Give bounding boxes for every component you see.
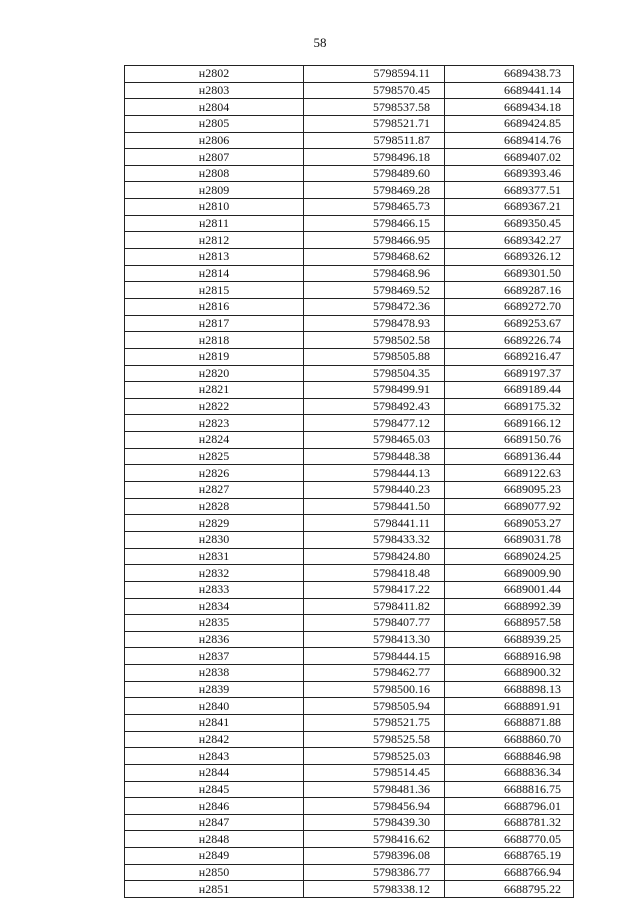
x-coordinate-cell: 5798441.50 [304, 498, 445, 515]
y-coordinate-cell: 6689122.63 [445, 465, 574, 482]
table-row [125, 332, 574, 349]
y-coordinate-cell: 6689136.44 [445, 448, 574, 465]
table-row [125, 748, 574, 765]
x-coordinate-cell: 5798433.32 [304, 531, 445, 548]
point-id-cell: н2805 [125, 115, 304, 132]
y-coordinate-cell: 6689226.74 [445, 332, 574, 349]
table-row [125, 448, 574, 465]
x-coordinate-cell: 5798417.22 [304, 581, 445, 598]
table-row [125, 681, 574, 698]
y-coordinate-cell: 6688770.05 [445, 831, 574, 848]
point-id-cell: н2821 [125, 382, 304, 399]
table-row [125, 864, 574, 881]
table-row [125, 515, 574, 532]
x-coordinate-cell: 5798500.16 [304, 681, 445, 698]
point-id-cell: н2812 [125, 232, 304, 249]
y-coordinate-cell: 6689350.45 [445, 215, 574, 232]
point-id-cell: н2847 [125, 814, 304, 831]
y-coordinate-cell: 6689175.32 [445, 398, 574, 415]
table-row [125, 831, 574, 848]
x-coordinate-cell: 5798468.96 [304, 265, 445, 282]
point-id-cell: н2815 [125, 282, 304, 299]
table-row [125, 66, 574, 83]
y-coordinate-cell: 6688916.98 [445, 648, 574, 665]
table-row [125, 265, 574, 282]
y-coordinate-cell: 6688781.32 [445, 814, 574, 831]
point-id-cell: н2848 [125, 831, 304, 848]
x-coordinate-cell: 5798386.77 [304, 864, 445, 881]
point-id-cell: н2826 [125, 465, 304, 482]
y-coordinate-cell: 6689424.85 [445, 115, 574, 132]
point-id-cell: н2825 [125, 448, 304, 465]
point-id-cell: н2830 [125, 531, 304, 548]
table-row [125, 565, 574, 582]
table-row [125, 698, 574, 715]
point-id-cell: н2824 [125, 432, 304, 449]
table-row [125, 182, 574, 199]
table-row [125, 132, 574, 149]
table-row [125, 731, 574, 748]
point-id-cell: н2806 [125, 132, 304, 149]
point-id-cell: н2833 [125, 581, 304, 598]
point-id-cell: н2838 [125, 665, 304, 682]
point-id-cell: н2832 [125, 565, 304, 582]
table-row [125, 365, 574, 382]
y-coordinate-cell: 6688957.58 [445, 615, 574, 632]
table-row [125, 82, 574, 99]
x-coordinate-cell: 5798469.52 [304, 282, 445, 299]
x-coordinate-cell: 5798570.45 [304, 82, 445, 99]
x-coordinate-cell: 5798444.15 [304, 648, 445, 665]
point-id-cell: н2834 [125, 598, 304, 615]
table-row [125, 781, 574, 798]
point-id-cell: н2850 [125, 864, 304, 881]
table-row [125, 665, 574, 682]
y-coordinate-cell: 6689441.14 [445, 82, 574, 99]
point-id-cell: н2835 [125, 615, 304, 632]
table-row [125, 498, 574, 515]
y-coordinate-cell: 6688765.19 [445, 848, 574, 865]
table-row [125, 432, 574, 449]
x-coordinate-cell: 5798525.03 [304, 748, 445, 765]
y-coordinate-cell: 6689031.78 [445, 531, 574, 548]
point-id-cell: н2843 [125, 748, 304, 765]
point-id-cell: н2803 [125, 82, 304, 99]
y-coordinate-cell: 6689216.47 [445, 348, 574, 365]
y-coordinate-cell: 6689150.76 [445, 432, 574, 449]
y-coordinate-cell: 6688846.98 [445, 748, 574, 765]
x-coordinate-cell: 5798492.43 [304, 398, 445, 415]
point-id-cell: н2828 [125, 498, 304, 515]
x-coordinate-cell: 5798469.28 [304, 182, 445, 199]
y-coordinate-cell: 6688836.34 [445, 764, 574, 781]
x-coordinate-cell: 5798537.58 [304, 99, 445, 116]
x-coordinate-cell: 5798440.23 [304, 482, 445, 499]
table-row [125, 315, 574, 332]
y-coordinate-cell: 6688860.70 [445, 731, 574, 748]
table-row [125, 714, 574, 731]
x-coordinate-cell: 5798465.73 [304, 199, 445, 216]
x-coordinate-cell: 5798496.18 [304, 149, 445, 166]
y-coordinate-cell: 6689024.25 [445, 548, 574, 565]
y-coordinate-cell: 6689197.37 [445, 365, 574, 382]
table-row [125, 298, 574, 315]
point-id-cell: н2849 [125, 848, 304, 865]
y-coordinate-cell: 6689407.02 [445, 149, 574, 166]
x-coordinate-cell: 5798424.80 [304, 548, 445, 565]
table-row [125, 249, 574, 266]
table-row [125, 764, 574, 781]
point-id-cell: н2845 [125, 781, 304, 798]
table-row [125, 465, 574, 482]
table-row [125, 415, 574, 432]
x-coordinate-cell: 5798416.62 [304, 831, 445, 848]
y-coordinate-cell: 6689342.27 [445, 232, 574, 249]
table-row [125, 531, 574, 548]
y-coordinate-cell: 6689077.92 [445, 498, 574, 515]
table-row [125, 99, 574, 116]
point-id-cell: н2827 [125, 482, 304, 499]
table-row [125, 282, 574, 299]
y-coordinate-cell: 6688796.01 [445, 798, 574, 815]
y-coordinate-cell: 6689189.44 [445, 382, 574, 399]
y-coordinate-cell: 6689053.27 [445, 515, 574, 532]
x-coordinate-cell: 5798477.12 [304, 415, 445, 432]
y-coordinate-cell: 6688891.91 [445, 698, 574, 715]
y-coordinate-cell: 6688900.32 [445, 665, 574, 682]
page-number: 58 [313, 35, 327, 50]
x-coordinate-cell: 5798504.35 [304, 365, 445, 382]
point-id-cell: н2841 [125, 714, 304, 731]
point-id-cell: н2816 [125, 298, 304, 315]
point-id-cell: н2817 [125, 315, 304, 332]
y-coordinate-cell: 6689393.46 [445, 165, 574, 182]
x-coordinate-cell: 5798505.88 [304, 348, 445, 365]
y-coordinate-cell: 6688939.25 [445, 631, 574, 648]
point-id-cell: н2819 [125, 348, 304, 365]
x-coordinate-cell: 5798594.11 [304, 66, 445, 83]
y-coordinate-cell: 6689287.16 [445, 282, 574, 299]
x-coordinate-cell: 5798462.77 [304, 665, 445, 682]
table-row [125, 149, 574, 166]
point-id-cell: н2804 [125, 99, 304, 116]
point-id-cell: н2807 [125, 149, 304, 166]
x-coordinate-cell: 5798514.45 [304, 764, 445, 781]
y-coordinate-cell: 6688816.75 [445, 781, 574, 798]
point-id-cell: н2839 [125, 681, 304, 698]
point-id-cell: н2809 [125, 182, 304, 199]
x-coordinate-cell: 5798505.94 [304, 698, 445, 715]
x-coordinate-cell: 5798466.15 [304, 215, 445, 232]
point-id-cell: н2802 [125, 66, 304, 83]
x-coordinate-cell: 5798413.30 [304, 631, 445, 648]
y-coordinate-cell: 6688795.22 [445, 881, 574, 898]
y-coordinate-cell: 6688898.13 [445, 681, 574, 698]
coordinates-table [124, 65, 574, 898]
x-coordinate-cell: 5798411.82 [304, 598, 445, 615]
point-id-cell: н2810 [125, 199, 304, 216]
y-coordinate-cell: 6689166.12 [445, 415, 574, 432]
y-coordinate-cell: 6689434.18 [445, 99, 574, 116]
table-row [125, 581, 574, 598]
point-id-cell: н2836 [125, 631, 304, 648]
table-row [125, 631, 574, 648]
table-row [125, 814, 574, 831]
x-coordinate-cell: 5798525.58 [304, 731, 445, 748]
point-id-cell: н2829 [125, 515, 304, 532]
point-id-cell: н2820 [125, 365, 304, 382]
point-id-cell: н2814 [125, 265, 304, 282]
table-row [125, 382, 574, 399]
y-coordinate-cell: 6689001.44 [445, 581, 574, 598]
table-row [125, 548, 574, 565]
table-row [125, 398, 574, 415]
y-coordinate-cell: 6689272.70 [445, 298, 574, 315]
point-id-cell: н2842 [125, 731, 304, 748]
table-row [125, 881, 574, 898]
x-coordinate-cell: 5798441.11 [304, 515, 445, 532]
x-coordinate-cell: 5798407.77 [304, 615, 445, 632]
x-coordinate-cell: 5798466.95 [304, 232, 445, 249]
x-coordinate-cell: 5798439.30 [304, 814, 445, 831]
table-row [125, 199, 574, 216]
y-coordinate-cell: 6689095.23 [445, 482, 574, 499]
x-coordinate-cell: 5798444.13 [304, 465, 445, 482]
point-id-cell: н2840 [125, 698, 304, 715]
y-coordinate-cell: 6689414.76 [445, 132, 574, 149]
y-coordinate-cell: 6689301.50 [445, 265, 574, 282]
x-coordinate-cell: 5798472.36 [304, 298, 445, 315]
point-id-cell: н2808 [125, 165, 304, 182]
point-id-cell: н2837 [125, 648, 304, 665]
x-coordinate-cell: 5798448.38 [304, 448, 445, 465]
table-row [125, 215, 574, 232]
y-coordinate-cell: 6689367.21 [445, 199, 574, 216]
x-coordinate-cell: 5798521.71 [304, 115, 445, 132]
point-id-cell: н2818 [125, 332, 304, 349]
table-row [125, 798, 574, 815]
table-row [125, 848, 574, 865]
table-row [125, 348, 574, 365]
x-coordinate-cell: 5798478.93 [304, 315, 445, 332]
y-coordinate-cell: 6689438.73 [445, 66, 574, 83]
table-row [125, 165, 574, 182]
coordinates-table-body [125, 66, 574, 898]
y-coordinate-cell: 6688992.39 [445, 598, 574, 615]
x-coordinate-cell: 5798418.48 [304, 565, 445, 582]
x-coordinate-cell: 5798502.58 [304, 332, 445, 349]
table-row [125, 615, 574, 632]
point-id-cell: н2844 [125, 764, 304, 781]
point-id-cell: н2822 [125, 398, 304, 415]
point-id-cell: н2823 [125, 415, 304, 432]
point-id-cell: н2851 [125, 881, 304, 898]
y-coordinate-cell: 6689326.12 [445, 249, 574, 266]
point-id-cell: н2811 [125, 215, 304, 232]
x-coordinate-cell: 5798489.60 [304, 165, 445, 182]
x-coordinate-cell: 5798521.75 [304, 714, 445, 731]
y-coordinate-cell: 6689253.67 [445, 315, 574, 332]
point-id-cell: н2831 [125, 548, 304, 565]
table-row [125, 115, 574, 132]
x-coordinate-cell: 5798481.36 [304, 781, 445, 798]
x-coordinate-cell: 5798511.87 [304, 132, 445, 149]
point-id-cell: н2813 [125, 249, 304, 266]
table-row [125, 648, 574, 665]
table-row [125, 232, 574, 249]
y-coordinate-cell: 6688871.88 [445, 714, 574, 731]
point-id-cell: н2846 [125, 798, 304, 815]
table-row [125, 482, 574, 499]
y-coordinate-cell: 6688766.94 [445, 864, 574, 881]
table-row [125, 598, 574, 615]
x-coordinate-cell: 5798465.03 [304, 432, 445, 449]
y-coordinate-cell: 6689377.51 [445, 182, 574, 199]
x-coordinate-cell: 5798396.08 [304, 848, 445, 865]
x-coordinate-cell: 5798468.62 [304, 249, 445, 266]
x-coordinate-cell: 5798338.12 [304, 881, 445, 898]
y-coordinate-cell: 6689009.90 [445, 565, 574, 582]
x-coordinate-cell: 5798499.91 [304, 382, 445, 399]
x-coordinate-cell: 5798456.94 [304, 798, 445, 815]
